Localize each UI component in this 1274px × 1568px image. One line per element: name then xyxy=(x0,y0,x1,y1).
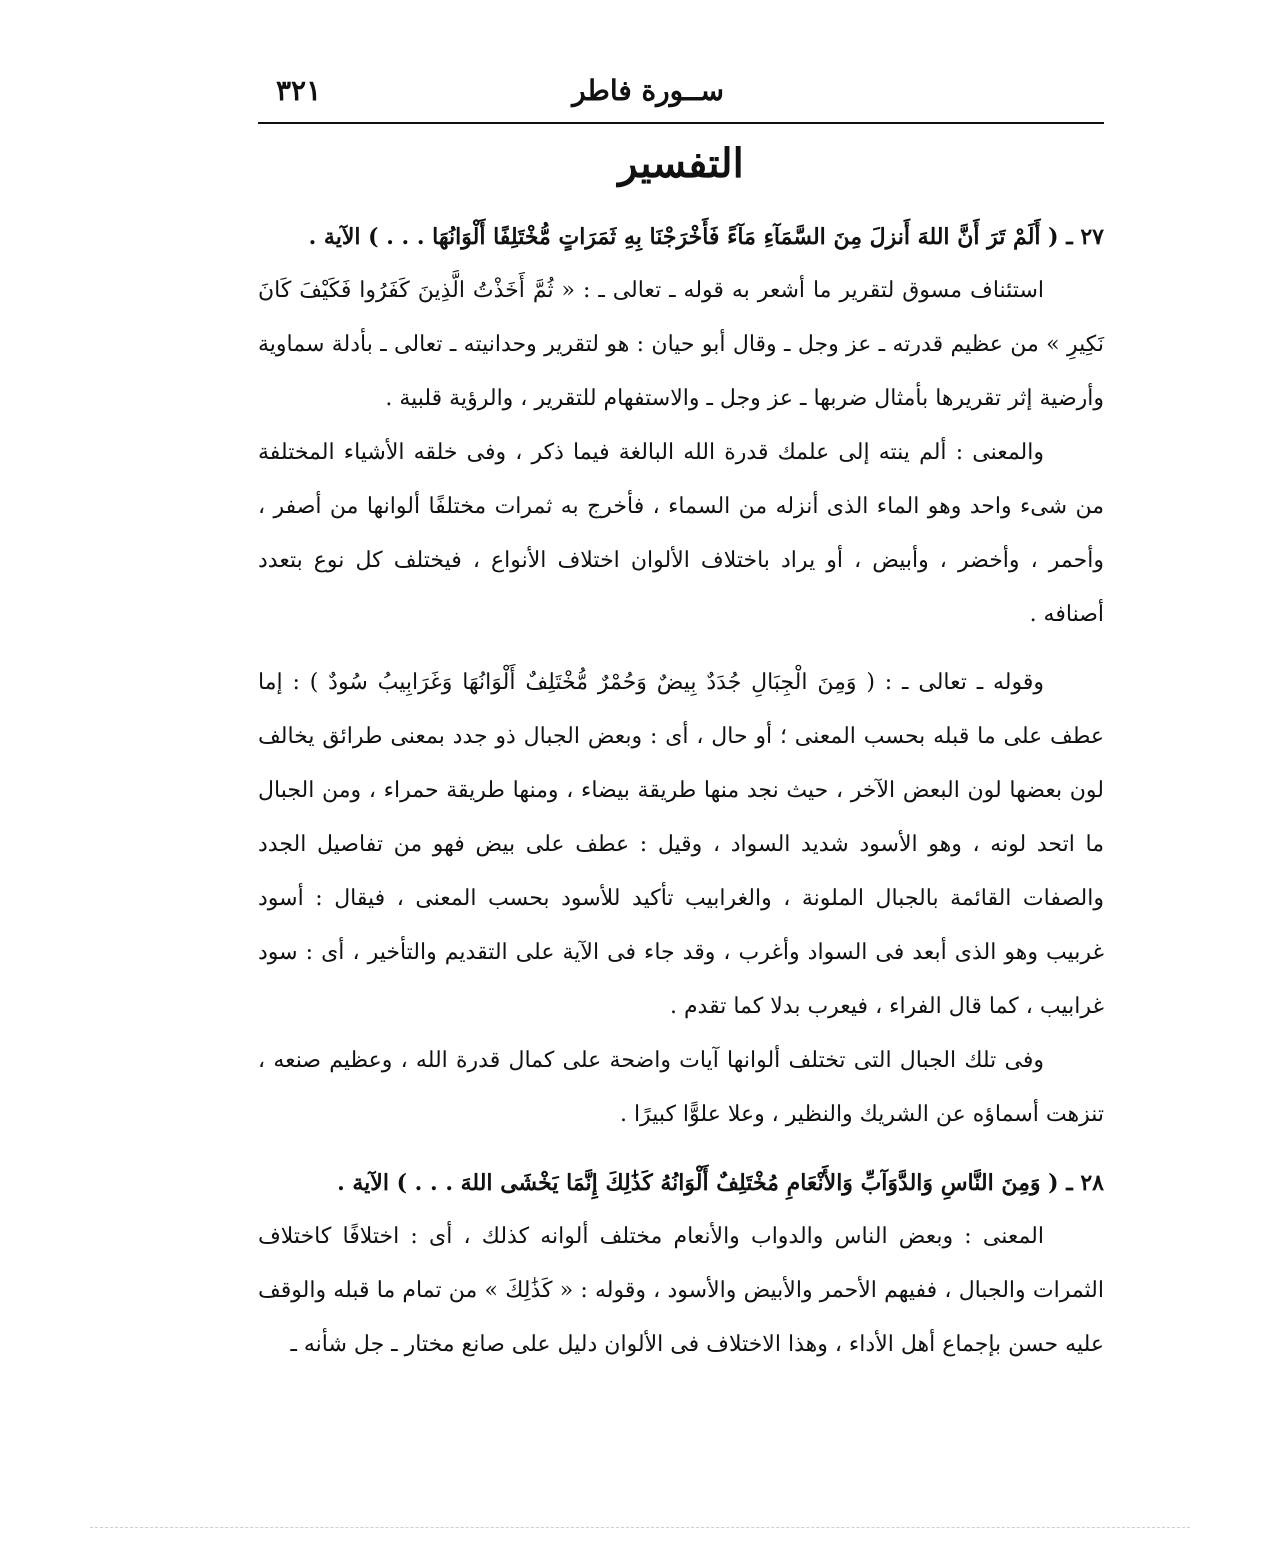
paragraph-meaning-27: والمعنى : ألم ينته إلى علمك قدرة الله البالغة فيما ذكر ، وفى خلقه الأشياء المختلفة من شىء واحد وهو الماء الذى أنزله من السماء ، فأخرج به ثمرات مختلفًا ألوانها من أصفر ، وأحمر ، وأخضر ، وأبيض ، أو يراد باختلاف الألوان اختلاف الأنواع ، فيختلف كل نوع بتعدد أصنافه . xyxy=(258,440,1104,627)
paragraph-signs: وفى تلك الجبال التى تختلف ألوانها آيات واضحة على كمال قدرة الله ، وعظيم صنعه ، تنزهت أسماؤه عن الشريك والنظير ، وعلا علوًّا كبيرًا . xyxy=(258,1048,1104,1127)
header-divider xyxy=(258,122,1104,124)
body-text xyxy=(258,210,1104,1372)
page-number: ٣٢١ xyxy=(276,74,322,107)
paragraph-mountains: وقوله ـ تعالى ـ : ( وَمِنَ الْجِبَالِ جُدَدٌ بِيضٌ وَحُمْرٌ مُّخْتَلِفٌ أَلْوَانُهَا وَغَرَابِيبُ سُودٌ ) : إما عطف على ما قبله بحسب المعنى ؛ أو حال ، أى : وبعض الجبال ذو جدد بمعنى طرائق يخالف لون بعضها لون البعض الآخر ، حيث نجد منها طريقة بيضاء ، ومنها طريقة حمراء ، ومن الجبال ما اتحد لونه ، وهو الأسود شديد السواد ، وقيل : عطف على بيض فهو من تفاصيل الجدد والصفات القائمة بالجبال الملونة ، والغرابيب تأكيد للأسود بحسب المعنى ، فيقال : أسود غربيب وهو الذى أبعد فى السواد وأغرب ، وقد جاء فى الآية على التقديم والتأخير ، أى : سود غرابيب ، كما قال الفراء ، فيعرب بدلا كما تقدم . xyxy=(258,670,1104,1019)
running-header xyxy=(258,74,1104,120)
scan-edge-line xyxy=(90,1527,1190,1528)
paragraph-meaning-28: المعنى : وبعض الناس والدواب والأنعام مختلف ألوانه كذلك ، أى : اختلافًا كاختلاف الثمرات والجبال ، ففيهم الأحمر والأبيض والأسود ، وقوله : « كَذَٰلِكَ » من تمام ما قبله والوقف عليه حسن بإجماع أهل الأداء ، وهذا الاختلاف فى الألوان دليل على صانع مختار ـ جل شأنه ـ xyxy=(258,1224,1104,1357)
section-title: التفسير xyxy=(618,140,744,187)
verse-27-heading: ٢٧ ـ ( أَلَمْ تَرَ أَنَّ اللهَ أَنزلَ مِنَ السَّمَآءِ مَآءً فَأَخْرَجْنَا بِهِ ثَمَرَاتٍ مُّخْتَلِفًا أَلْوَانُهَا . . . ) الآية . xyxy=(308,224,1104,250)
paragraph-context: استئناف مسوق لتقرير ما أشعر به قوله ـ تعالى ـ : « ثُمَّ أَخَذْتُ الَّذِينَ كَفَرُوا فَكَيْفَ كَانَ نَكِيرِ » من عظيم قدرته ـ عز وجل ـ وقال أبو حيان : هو لتقرير وحدانيته ـ تعالى ـ بأدلة سماوية وأرضية إثر تقريرها بأمثال ضربها ـ عز وجل ـ والاستفهام للتقرير ، والرؤية قلبية . xyxy=(258,278,1104,411)
surah-title: ســورة فاطر xyxy=(572,74,724,107)
verse-28-heading: ٢٨ ـ ( وَمِنَ النَّاسِ وَالدَّوَآبِّ وَالأَنْعَامِ مُخْتَلِفٌ أَلْوَانُهُ كَذَٰلِكَ إِنَّمَا يَخْشَى اللهَ . . . ) الآية . xyxy=(337,1170,1104,1196)
